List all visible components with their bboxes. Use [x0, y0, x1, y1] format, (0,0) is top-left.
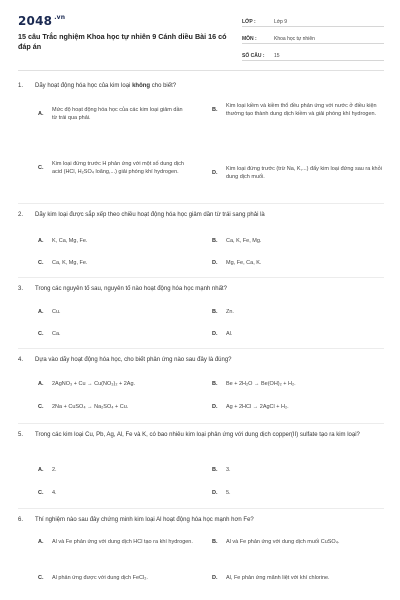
option-label: C.	[38, 575, 44, 581]
question-number: 1.	[18, 83, 24, 89]
option-text: Mức độ hoạt động hóa học của các kim loại giảm dần từ trái qua phải.	[52, 107, 183, 121]
site-logo[interactable]	[18, 14, 65, 28]
option-text: Ag + 2HCl → 2AgCl + H₂.	[226, 404, 289, 410]
question-divider	[18, 423, 384, 424]
option-text: 2AgNO₃ + Cu → Cu(NO₃)₂ + 2Ag.	[52, 381, 136, 387]
option-5c[interactable]	[38, 489, 188, 497]
option-2a[interactable]	[38, 237, 188, 245]
meta-row-count	[242, 48, 384, 61]
question-number: 6.	[18, 517, 24, 523]
option-6a[interactable]	[38, 538, 210, 546]
meta-value: 15	[274, 53, 280, 59]
header-divider	[18, 70, 384, 71]
option-label: A.	[38, 309, 44, 315]
logo-main: 2048	[18, 14, 53, 28]
meta-label: MÔN :	[242, 36, 257, 42]
option-label: A.	[38, 381, 44, 387]
option-text: Al.	[226, 331, 233, 337]
option-label: B.	[212, 238, 218, 244]
question-1	[18, 82, 384, 91]
option-label: B.	[212, 309, 218, 315]
option-3c[interactable]	[38, 330, 188, 338]
question-5	[18, 431, 384, 440]
option-label: B.	[212, 467, 218, 473]
question-number: 4.	[18, 357, 24, 363]
option-label: B.	[212, 381, 218, 387]
option-4c[interactable]	[38, 403, 210, 411]
option-text: Zn.	[226, 309, 234, 315]
meta-row-grade	[242, 14, 384, 27]
option-label: C.	[38, 165, 44, 171]
option-text: 2Na + CuSO₄ → Na₂SO₄ + Cu.	[52, 404, 129, 410]
option-1d[interactable]	[212, 165, 384, 181]
question-text: Dựa vào dãy hoạt động hóa học, cho biết phản ứng nào sau đây là đúng?	[35, 357, 232, 363]
option-3a[interactable]	[38, 308, 188, 316]
option-label: D.	[212, 575, 218, 581]
option-text: 4.	[52, 490, 57, 496]
question-text: Dãy hoạt động hóa học của kim loại không cho biết?	[35, 83, 177, 89]
question-divider	[18, 348, 384, 349]
option-3d[interactable]	[212, 330, 384, 338]
question-divider	[18, 277, 384, 278]
option-1a[interactable]	[38, 106, 188, 122]
question-4	[18, 356, 384, 365]
option-text: Al phản ứng được với dung dịch FeCl₂.	[52, 575, 148, 581]
option-label: D.	[212, 331, 218, 337]
option-text: Be + 2H₂O → Be(OH)₂ + H₂.	[226, 381, 296, 387]
question-3	[18, 285, 384, 294]
option-text: Mg, Fe, Ca, K.	[226, 260, 262, 266]
question-divider	[18, 508, 384, 509]
option-label: C.	[38, 490, 44, 496]
option-2c[interactable]	[38, 259, 188, 267]
question-text: Trong các nguyên tố sau, nguyên tố nào hoạt động hóa học mạnh nhất?	[35, 286, 227, 292]
option-2b[interactable]	[212, 237, 384, 245]
option-label: A.	[38, 467, 44, 473]
option-text: 2.	[52, 467, 57, 473]
option-label: A.	[38, 238, 44, 244]
question-text: Trong các kim loại Cu, Pb, Ag, Al, Fe và K, có bao nhiêu kim loại phản ứng với dung dịch copper(II) sulfate tạo ra kim loại?	[35, 432, 360, 438]
question-text: Thí nghiệm nào sau đây chứng minh kim loại Al hoạt động hóa học mạnh hơn Fe?	[35, 517, 254, 523]
option-1c[interactable]	[38, 160, 188, 176]
option-6b[interactable]	[212, 538, 384, 546]
option-text: K, Ca, Mg, Fe.	[52, 238, 88, 244]
option-6c[interactable]	[38, 574, 210, 582]
meta-value: Khoa học tự nhiên	[274, 36, 315, 42]
option-label: D.	[212, 490, 218, 496]
meta-label: SỐ CÂU :	[242, 53, 265, 59]
question-text: Dãy kim loại được sắp xếp theo chiều hoạt động hóa học giảm dần từ trái sang phải là	[35, 212, 265, 218]
document-meta	[242, 14, 384, 65]
option-5b[interactable]	[212, 466, 384, 474]
option-text: 5.	[226, 490, 231, 496]
option-4d[interactable]	[212, 403, 384, 411]
option-4b[interactable]	[212, 380, 384, 388]
option-label: A.	[38, 111, 44, 117]
option-text: Cu.	[52, 309, 61, 315]
meta-label: LỚP :	[242, 19, 256, 25]
option-text: Al và Fe phản ứng với dung dịch HCl tạo ra khí hydrogen.	[52, 539, 193, 545]
option-label: C.	[38, 260, 44, 266]
option-text: Kim loại kiềm và kiềm thổ đều phản ứng với nước ở điều kiện thường tạo thành dung dịch kiềm và giải phóng khí hydrogen.	[226, 103, 377, 117]
question-number: 3.	[18, 286, 24, 292]
option-text: Ca.	[52, 331, 61, 337]
question-divider	[18, 203, 384, 204]
question-2	[18, 211, 384, 220]
question-number: 5.	[18, 432, 24, 438]
option-label: A.	[38, 539, 44, 545]
option-label: B.	[212, 539, 218, 545]
option-text: Kim loại đứng trước (trừ Na, K,...) đẩy kim loại đứng sau ra khỏi dung dịch muối.	[226, 166, 382, 180]
question-emphasis: không	[132, 83, 151, 89]
option-3b[interactable]	[212, 308, 384, 316]
option-2d[interactable]	[212, 259, 384, 267]
option-text: 3.	[226, 467, 231, 473]
logo-sub: .vn	[54, 14, 66, 21]
option-label: D.	[212, 404, 218, 410]
option-5a[interactable]	[38, 466, 188, 474]
option-label: B.	[212, 107, 218, 113]
option-text: Kim loại đứng trước H phản ứng với một số dung dịch acid (HCl, H₂SO₄ loãng,...) giải phóng khí hydrogen.	[52, 161, 184, 175]
option-label: C.	[38, 331, 44, 337]
option-text: Al và Fe phản ứng với dung dịch muối CuSO₄.	[226, 539, 340, 545]
option-6d[interactable]	[212, 574, 384, 582]
meta-row-subject	[242, 31, 384, 44]
option-label: C.	[38, 404, 44, 410]
question-6	[18, 516, 384, 525]
document-header	[18, 14, 384, 60]
option-5d[interactable]	[212, 489, 384, 497]
option-4a[interactable]	[38, 380, 210, 388]
option-text: Ca, K, Mg, Fe.	[52, 260, 88, 266]
option-label: D.	[212, 260, 218, 266]
option-label: D.	[212, 170, 218, 176]
option-1b[interactable]	[212, 102, 384, 118]
question-number: 2.	[18, 212, 24, 218]
document-title: 15 câu Trắc nghiệm Khoa học tự nhiên 9 Cánh diều Bài 16 có đáp án	[18, 32, 227, 51]
meta-value: Lớp 9	[274, 19, 288, 25]
option-text: Ca, K, Fe, Mg.	[226, 238, 262, 244]
option-text: Al, Fe phản ứng mãnh liệt với khí chlorine.	[226, 575, 330, 581]
